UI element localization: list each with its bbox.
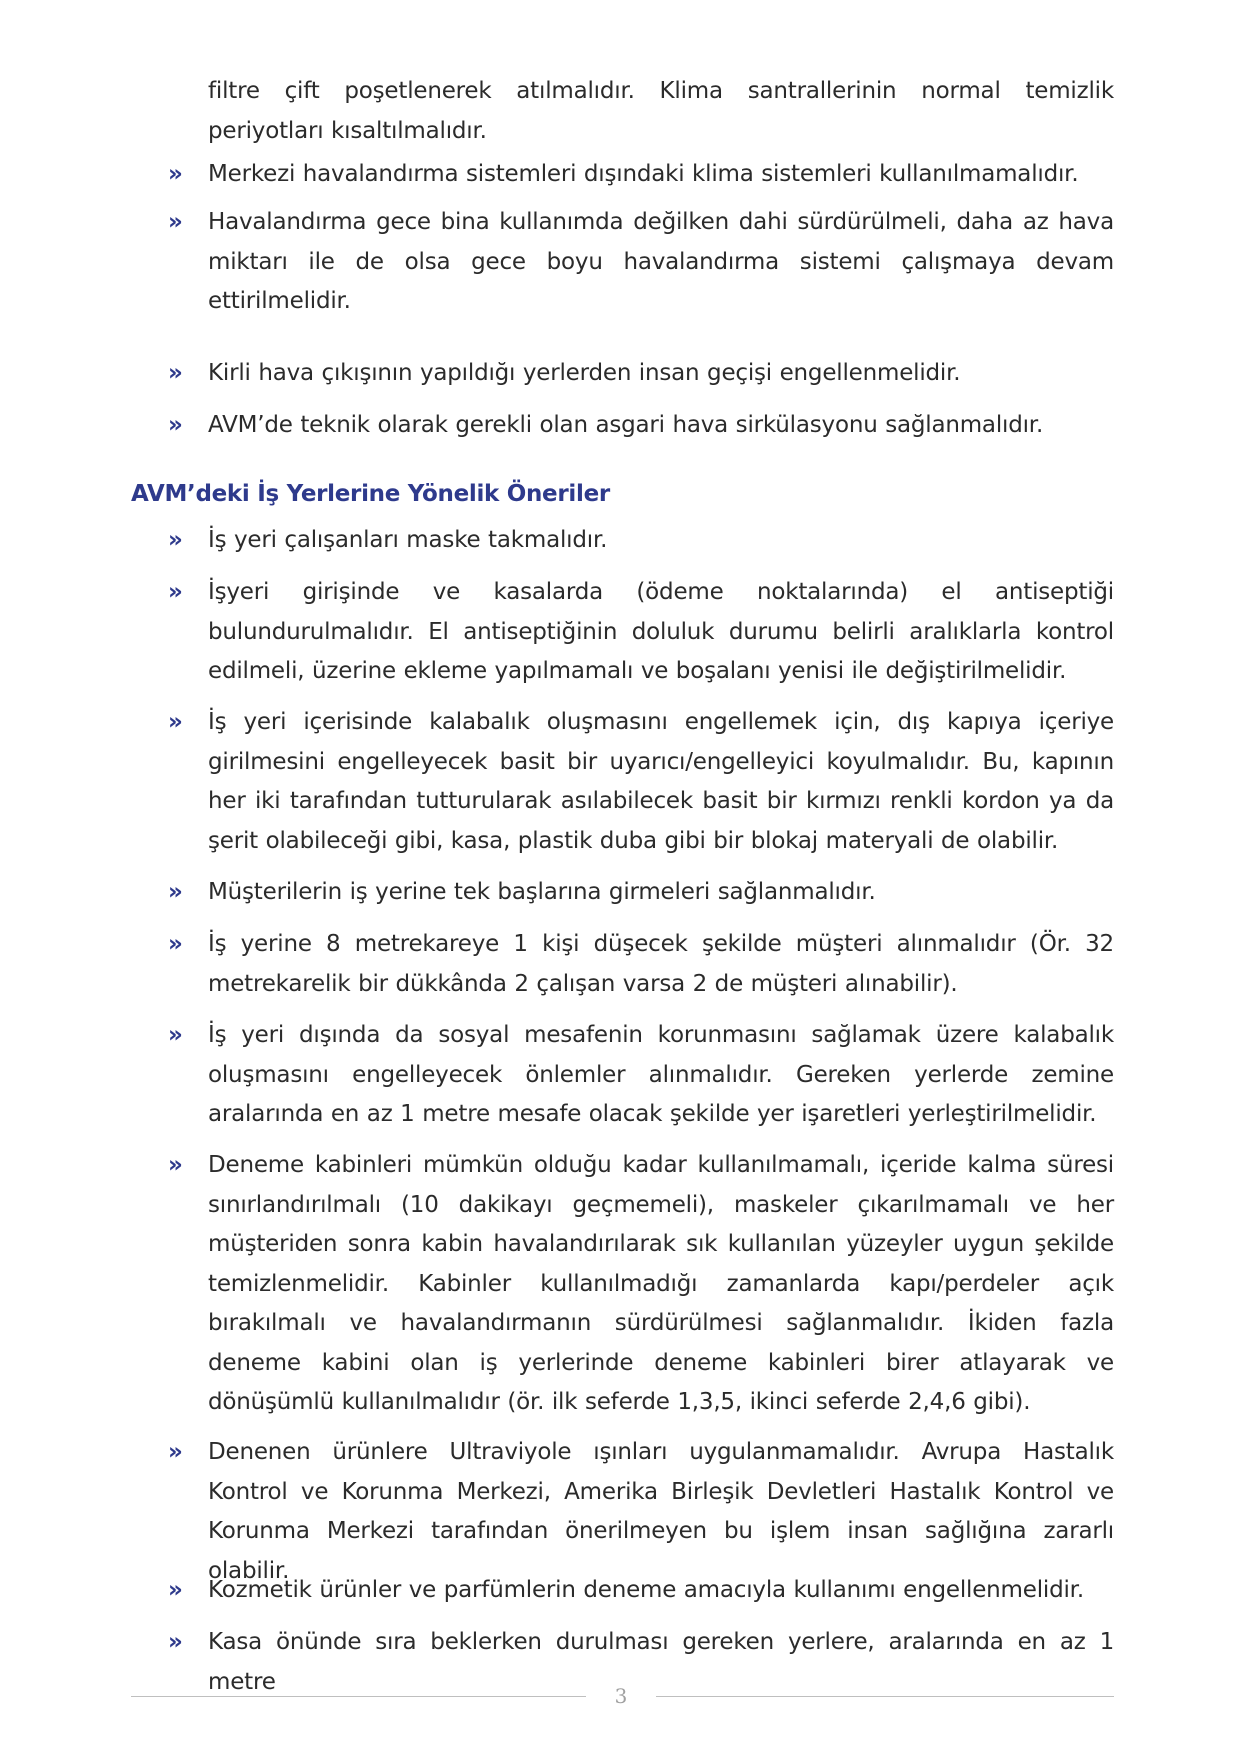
bullet-marker: » xyxy=(168,412,181,438)
list-item: İş yeri dışında da sosyal mesafenin korunmasını sağlamak üzere kalabalık oluşmasını engelleyecek önlemler alınmalıdır. Gereken yerlerde zemine aralarında en az 1 metre mesafe olacak şekilde yer işaretleri yerleştirilmelidir. xyxy=(208,1022,1114,1127)
list-item: Müşterilerin iş yerine tek başlarına girmeleri sağlanmalıdır. xyxy=(208,879,876,905)
bullet-marker: » xyxy=(168,1152,181,1178)
bullet-marker: » xyxy=(168,1439,181,1465)
list-item: AVM’de teknik olarak gerekli olan asgari hava sirkülasyonu sağlanmalıdır. xyxy=(208,412,1044,438)
footer-divider-right xyxy=(656,1696,1114,1697)
bullet-marker: » xyxy=(168,209,181,235)
bullet-marker: » xyxy=(168,1022,181,1048)
list-item: İş yeri içerisinde kalabalık oluşmasını engellemek için, dış kapıya içeriye girilmesini engelleyecek basit bir uyarıcı/engelleyici koyulmalıdır. Bu, kapının her iki tarafından tutturularak asılabilecek basit bir kırmızı renkli kordon ya da şerit olabileceği gibi, kasa, plastik duba gibi bir blokaj materyali de olabilir. xyxy=(208,709,1114,854)
continuation-paragraph: filtre çift poşetlenerek atılmalıdır. Klima santrallerinin normal temizlik periyotları kısaltılmalıdır. xyxy=(208,78,1114,144)
page-number: 3 xyxy=(614,1684,628,1708)
list-item: Kirli hava çıkışının yapıldığı yerlerden insan geçişi engellenmelidir. xyxy=(208,360,961,386)
bullet-marker: » xyxy=(168,879,181,905)
list-item: İşyeri girişinde ve kasalarda (ödeme noktalarında) el antiseptiği bulundurulmalıdır. El antiseptiğinin doluluk durumu belirli aralıklarla kontrol edilmeli, üzerine ekleme yapılmamalı ve boşalanı yenisi ile değiştirilmelidir. xyxy=(208,579,1114,684)
list-item: Kasa önünde sıra beklerken durulması gereken yerlere, aralarında en az 1 metre xyxy=(208,1629,1114,1695)
bullet-marker: » xyxy=(168,1577,181,1603)
bullet-marker: » xyxy=(168,579,181,605)
section-heading: AVM’deki İş Yerlerine Yönelik Öneriler xyxy=(131,481,610,507)
bullet-marker: » xyxy=(168,360,181,386)
bullet-marker: » xyxy=(168,161,181,187)
bullet-marker: » xyxy=(168,527,181,553)
bullet-marker: » xyxy=(168,709,181,735)
list-item: İş yeri çalışanları maske takmalıdır. xyxy=(208,527,608,553)
list-item: Denenen ürünlere Ultraviyole ışınları uygulanmamalıdır. Avrupa Hastalık Kontrol ve Korunma Merkezi, Amerika Birleşik Devletleri Hastalık Kontrol ve Korunma Merkezi tarafından önerilmeyen bu işlem insan sağlığına zararlı olabilir. xyxy=(208,1439,1114,1584)
list-item: Deneme kabinleri mümkün olduğu kadar kullanılmamalı, içeride kalma süresi sınırlandırılmalı (10 dakikayı geçmemeli), maskeler çıkarılmamalı ve her müşteriden sonra kabin havalandırılarak sık kullanılan yüzeyler uygun şekilde temizlenmelidir. Kabinler kullanılmadığı zamanlarda kapı/perdeler açık bırakılmalı ve havalandırmanın sürdürülmesi sağlanmalıdır. İkiden fazla deneme kabini olan iş yerlerinde deneme kabinleri birer atlayarak ve dönüşümlü kullanılmalıdır (ör. ilk seferde 1,3,5, ikinci seferde 2,4,6 gibi). xyxy=(208,1152,1114,1415)
list-item: Havalandırma gece bina kullanımda değilken dahi sürdürülmeli, daha az hava miktarı ile de olsa gece boyu havalandırma sistemi çalışmaya devam ettirilmelidir. xyxy=(208,209,1114,314)
bullet-marker: » xyxy=(168,1629,181,1655)
list-item: Merkezi havalandırma sistemleri dışındaki klima sistemleri kullanılmamalıdır. xyxy=(208,161,1079,187)
footer-divider-left xyxy=(131,1696,586,1697)
list-item: Kozmetik ürünler ve parfümlerin deneme amacıyla kullanımı engellenmelidir. xyxy=(208,1577,1084,1603)
list-item: İş yerine 8 metrekareye 1 kişi düşecek şekilde müşteri alınmalıdır (Ör. 32 metrekarelik bir dükkânda 2 çalışan varsa 2 de müşteri alınabilir). xyxy=(208,931,1114,997)
bullet-marker: » xyxy=(168,931,181,957)
